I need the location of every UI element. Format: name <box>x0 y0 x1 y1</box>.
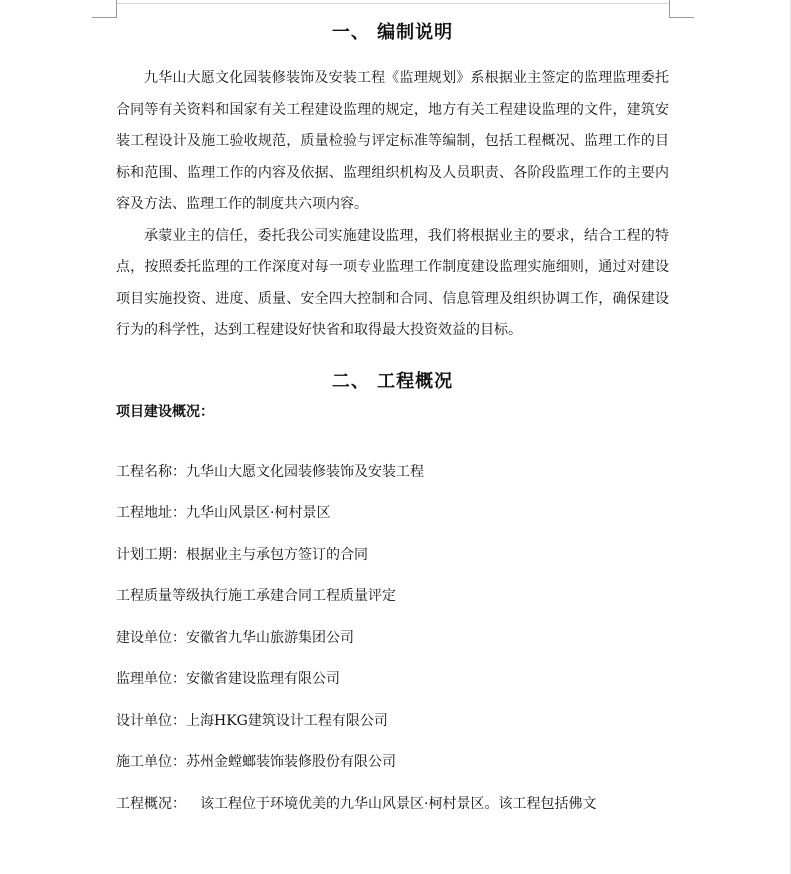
info-value: 安徽省九华山旅游集团公司 <box>186 629 354 646</box>
info-label: 计划工期： <box>116 546 186 563</box>
document-body <box>116 18 669 834</box>
crop-mark-top-right-horizontal <box>669 17 694 18</box>
info-value: 九华山大愿文化园装修装饰及安装工程 <box>186 463 424 480</box>
info-label: 设计单位： <box>116 712 186 729</box>
crop-mark-top-left-vertical <box>116 0 117 18</box>
section1-heading: 一、 编制说明 <box>331 22 454 43</box>
info-label: 建设单位： <box>116 629 186 646</box>
section1-paragraph-1: 九华山大愿文化园装修装饰及安装工程《监理规划》系根据业主签定的监理监理委托合同等有关资料和国家有关工程建设监理的规定，地方有关工程建设监理的文件，建筑安装工程设计及施工验收规范，质量检验与评定标准等编制，包括工程概况、监理工作的目标和范围、监理工作的内容及依据、监理组织机构及人员职责、各阶段监理工作的主要内容及方法、监理工作的制度共六项内容。 <box>116 70 669 212</box>
project-info-list <box>116 461 669 815</box>
info-value: 安徽省建设监理有限公司 <box>186 671 340 687</box>
info-supervision-unit <box>116 668 669 690</box>
crop-mark-top-left-horizontal <box>92 17 117 18</box>
info-project-name <box>116 461 669 483</box>
section1-paragraph-2: 承蒙业主的信任，委托我公司实施建设监理，我们将根据业主的要求，结合工程的特点，按照委托监理的工作深度对每一项专业监理工作制度建设监理实施细则，通过对建设项目实施投资、进度、质量、安全四大控制和合同、信息管理及组织协调工作，确保建设行为的科学性，达到工程建设好快省和取得最大投资效益的目标。 <box>116 227 669 338</box>
info-label: 工程概况： <box>116 795 186 812</box>
info-project-overview <box>116 793 669 815</box>
info-quality-grade <box>116 585 669 607</box>
info-value: 九华山风景区·柯村景区 <box>186 505 331 521</box>
info-value: 根据业主与承包方签订的合同 <box>186 546 368 563</box>
info-label: 施工单位： <box>116 754 186 770</box>
info-construction-unit <box>116 627 669 649</box>
info-planned-duration <box>116 544 669 566</box>
info-value: 苏州金螳螂装饰装修股份有限公司 <box>186 754 396 770</box>
info-design-unit <box>116 710 669 732</box>
page-top-border <box>116 3 669 4</box>
project-overview-subheading: 项目建设概况： <box>116 403 214 420</box>
crop-mark-top-right-vertical <box>669 0 670 18</box>
info-project-address <box>116 502 669 524</box>
info-value: 工程质量等级执行施工承建合同工程质量评定 <box>116 588 396 604</box>
info-contractor-unit <box>116 751 669 773</box>
info-label: 工程名称： <box>116 463 186 480</box>
info-label: 工程地址： <box>116 505 186 521</box>
info-value: 该工程位于环境优美的九华山风景区·柯村景区。该工程包括佛文 <box>200 795 597 812</box>
info-label: 监理单位： <box>116 671 186 687</box>
info-value: 上海HKG建筑设计工程有限公司 <box>186 712 388 729</box>
section2-heading: 二、 工程概况 <box>331 370 454 392</box>
